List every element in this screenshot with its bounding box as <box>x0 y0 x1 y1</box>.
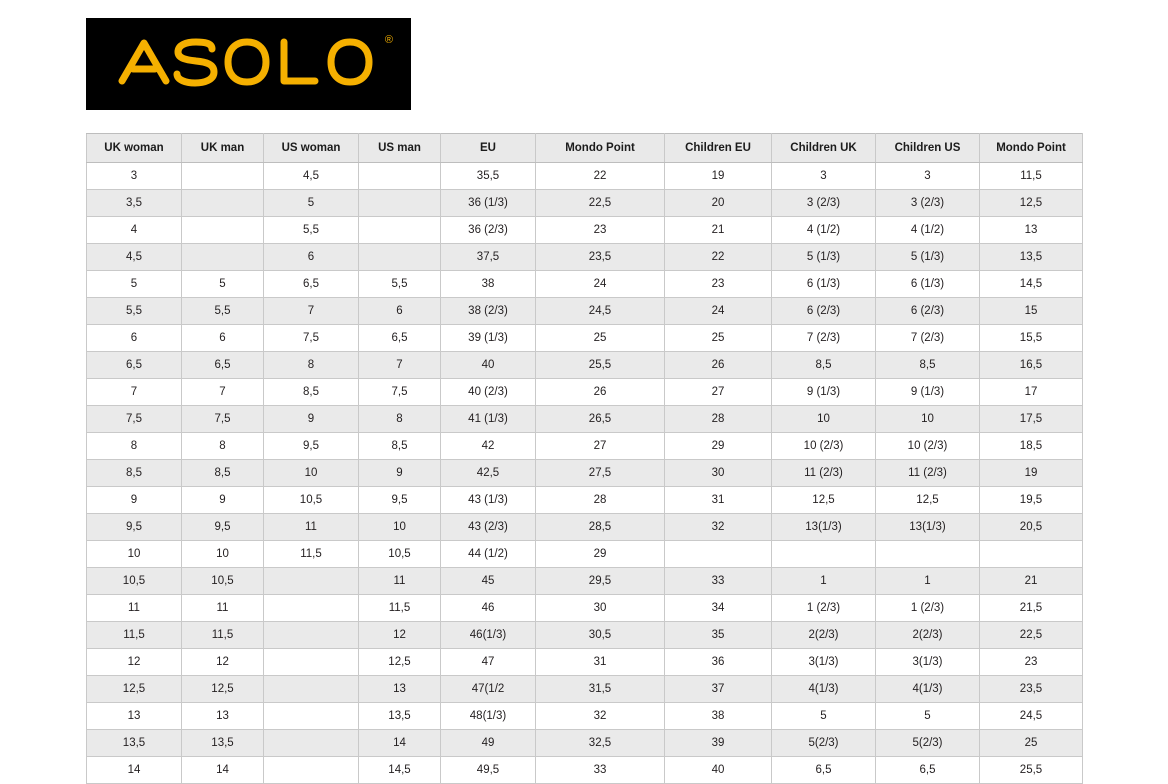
table-cell: 22,5 <box>536 190 665 217</box>
table-cell: 10 <box>772 406 876 433</box>
table-cell: 23 <box>980 649 1083 676</box>
table-cell: 49,5 <box>441 757 536 784</box>
table-cell: 11 <box>359 568 441 595</box>
table-cell: 28 <box>536 487 665 514</box>
table-cell: 14 <box>87 757 182 784</box>
table-cell: 13 <box>87 703 182 730</box>
table-row <box>87 271 1083 298</box>
table-row <box>87 649 1083 676</box>
table-cell: 2(2/3) <box>772 622 876 649</box>
table-cell: 9 <box>182 487 264 514</box>
table-cell: 3 <box>876 163 980 190</box>
table-cell: 37 <box>665 676 772 703</box>
size-conversion-table-container <box>86 133 1082 784</box>
table-cell: 25 <box>980 730 1083 757</box>
table-cell: 30 <box>536 595 665 622</box>
table-cell: 4 <box>87 217 182 244</box>
table-cell: 8,5 <box>772 352 876 379</box>
table-cell: 49 <box>441 730 536 757</box>
table-cell: 30 <box>665 460 772 487</box>
table-cell <box>876 541 980 568</box>
table-cell: 5(2/3) <box>772 730 876 757</box>
table-cell <box>182 244 264 271</box>
table-cell: 13,5 <box>87 730 182 757</box>
table-cell: 7 (2/3) <box>876 325 980 352</box>
table-cell: 29 <box>665 433 772 460</box>
table-cell: 45 <box>441 568 536 595</box>
table-row <box>87 676 1083 703</box>
table-cell: 30,5 <box>536 622 665 649</box>
table-cell <box>264 568 359 595</box>
table-row <box>87 703 1083 730</box>
table-cell: 8 <box>359 406 441 433</box>
table-cell: 32 <box>665 514 772 541</box>
table-cell: 10,5 <box>182 568 264 595</box>
table-row <box>87 622 1083 649</box>
table-cell <box>359 244 441 271</box>
table-cell <box>772 541 876 568</box>
table-cell <box>359 190 441 217</box>
table-cell: 40 <box>441 352 536 379</box>
table-cell: 14 <box>182 757 264 784</box>
table-cell: 10 (2/3) <box>772 433 876 460</box>
table-cell: 3 (2/3) <box>772 190 876 217</box>
table-cell: 5 <box>876 703 980 730</box>
table-cell <box>359 163 441 190</box>
table-cell <box>264 757 359 784</box>
table-row <box>87 487 1083 514</box>
table-cell: 11 (2/3) <box>876 460 980 487</box>
table-cell: 5 <box>87 271 182 298</box>
table-cell: 6,5 <box>876 757 980 784</box>
table-cell: 13 <box>359 676 441 703</box>
table-cell: 1 (2/3) <box>876 595 980 622</box>
table-cell: 11,5 <box>359 595 441 622</box>
table-cell: 10 (2/3) <box>876 433 980 460</box>
table-cell: 21 <box>980 568 1083 595</box>
table-cell: 28,5 <box>536 514 665 541</box>
table-cell: 3(1/3) <box>876 649 980 676</box>
table-cell: 25,5 <box>980 757 1083 784</box>
table-cell: 7 <box>182 379 264 406</box>
table-cell: 23,5 <box>536 244 665 271</box>
table-cell: 12 <box>87 649 182 676</box>
table-cell: 24 <box>536 271 665 298</box>
table-cell <box>264 676 359 703</box>
table-cell: 31,5 <box>536 676 665 703</box>
table-cell: 8 <box>87 433 182 460</box>
asolo-wordmark <box>116 31 393 98</box>
table-cell: 38 (2/3) <box>441 298 536 325</box>
table-cell: 9,5 <box>264 433 359 460</box>
column-header-eu: EU <box>441 134 536 163</box>
table-cell: 5,5 <box>182 298 264 325</box>
table-row <box>87 217 1083 244</box>
table-cell: 31 <box>665 487 772 514</box>
table-cell: 39 (1/3) <box>441 325 536 352</box>
table-cell <box>182 163 264 190</box>
table-cell: 13,5 <box>182 730 264 757</box>
table-body <box>87 163 1083 784</box>
table-row <box>87 460 1083 487</box>
table-cell: 48(1/3) <box>441 703 536 730</box>
table-cell: 22 <box>536 163 665 190</box>
table-cell: 9,5 <box>359 487 441 514</box>
table-cell <box>665 541 772 568</box>
table-cell: 6,5 <box>359 325 441 352</box>
table-cell: 33 <box>665 568 772 595</box>
table-cell: 19 <box>665 163 772 190</box>
table-cell: 7 (2/3) <box>772 325 876 352</box>
table-row <box>87 595 1083 622</box>
table-cell: 27 <box>665 379 772 406</box>
table-cell: 39 <box>665 730 772 757</box>
table-cell: 26 <box>665 352 772 379</box>
table-cell: 6 (1/3) <box>772 271 876 298</box>
table-cell: 9 (1/3) <box>772 379 876 406</box>
table-cell: 14 <box>359 730 441 757</box>
table-cell: 7,5 <box>264 325 359 352</box>
table-row <box>87 298 1083 325</box>
table-cell: 4,5 <box>264 163 359 190</box>
table-cell: 36 (1/3) <box>441 190 536 217</box>
table-cell: 1 <box>772 568 876 595</box>
size-conversion-table <box>86 133 1083 784</box>
table-cell: 40 <box>665 757 772 784</box>
table-cell: 8,5 <box>182 460 264 487</box>
table-cell: 10 <box>182 541 264 568</box>
table-cell: 16,5 <box>980 352 1083 379</box>
table-cell: 9 <box>264 406 359 433</box>
table-cell: 37,5 <box>441 244 536 271</box>
table-cell: 22,5 <box>980 622 1083 649</box>
table-row <box>87 325 1083 352</box>
table-cell: 46(1/3) <box>441 622 536 649</box>
table-cell: 25 <box>536 325 665 352</box>
table-cell: 6,5 <box>182 352 264 379</box>
table-row <box>87 730 1083 757</box>
table-cell: 42 <box>441 433 536 460</box>
table-cell: 26 <box>536 379 665 406</box>
table-cell: 36 (2/3) <box>441 217 536 244</box>
column-header-children-mondo-point: Mondo Point <box>980 134 1083 163</box>
table-cell: 1 <box>876 568 980 595</box>
table-cell: 47(1/2 <box>441 676 536 703</box>
registered-mark: ® <box>384 33 393 46</box>
column-header-mondo-point: Mondo Point <box>536 134 665 163</box>
table-cell: 5 (1/3) <box>772 244 876 271</box>
table-cell: 12,5 <box>87 676 182 703</box>
table-cell: 6 <box>264 244 359 271</box>
table-cell: 11 <box>87 595 182 622</box>
table-cell: 11 (2/3) <box>772 460 876 487</box>
table-cell: 29 <box>536 541 665 568</box>
table-cell: 35,5 <box>441 163 536 190</box>
table-cell: 14,5 <box>359 757 441 784</box>
table-cell: 13 <box>980 217 1083 244</box>
table-cell: 6 <box>182 325 264 352</box>
table-cell: 5(2/3) <box>876 730 980 757</box>
table-cell: 29,5 <box>536 568 665 595</box>
table-cell: 4,5 <box>87 244 182 271</box>
table-cell: 46 <box>441 595 536 622</box>
column-header-us-woman: US woman <box>264 134 359 163</box>
table-cell: 3(1/3) <box>772 649 876 676</box>
table-row <box>87 352 1083 379</box>
table-cell: 3 <box>772 163 876 190</box>
table-cell: 17 <box>980 379 1083 406</box>
table-cell: 6,5 <box>264 271 359 298</box>
table-cell <box>264 649 359 676</box>
table-cell: 8,5 <box>359 433 441 460</box>
table-cell: 27,5 <box>536 460 665 487</box>
table-cell: 11 <box>182 595 264 622</box>
table-cell: 42,5 <box>441 460 536 487</box>
table-cell: 5 (1/3) <box>876 244 980 271</box>
table-cell: 7 <box>87 379 182 406</box>
table-cell: 44 (1/2) <box>441 541 536 568</box>
table-cell: 12,5 <box>772 487 876 514</box>
table-cell: 23 <box>665 271 772 298</box>
table-cell: 23 <box>536 217 665 244</box>
table-cell: 10 <box>359 514 441 541</box>
table-cell: 10,5 <box>359 541 441 568</box>
table-cell: 10,5 <box>87 568 182 595</box>
table-cell: 1 (2/3) <box>772 595 876 622</box>
table-cell: 7 <box>359 352 441 379</box>
table-cell: 25,5 <box>536 352 665 379</box>
table-cell: 3,5 <box>87 190 182 217</box>
table-cell: 15 <box>980 298 1083 325</box>
table-cell <box>264 730 359 757</box>
table-cell: 13(1/3) <box>772 514 876 541</box>
table-cell: 12,5 <box>359 649 441 676</box>
table-cell: 12 <box>182 649 264 676</box>
table-cell: 5,5 <box>359 271 441 298</box>
table-cell: 24 <box>665 298 772 325</box>
table-cell: 27 <box>536 433 665 460</box>
table-cell <box>359 217 441 244</box>
table-row <box>87 406 1083 433</box>
column-header-children-eu: Children EU <box>665 134 772 163</box>
table-cell: 19 <box>980 460 1083 487</box>
table-row <box>87 514 1083 541</box>
table-cell: 36 <box>665 649 772 676</box>
table-cell: 8 <box>264 352 359 379</box>
table-cell: 7,5 <box>182 406 264 433</box>
table-cell: 8,5 <box>264 379 359 406</box>
table-cell: 21 <box>665 217 772 244</box>
table-cell <box>980 541 1083 568</box>
table-cell: 12 <box>359 622 441 649</box>
table-cell: 47 <box>441 649 536 676</box>
table-cell: 23,5 <box>980 676 1083 703</box>
table-cell: 9,5 <box>182 514 264 541</box>
table-cell: 22 <box>665 244 772 271</box>
table-row <box>87 379 1083 406</box>
table-cell: 15,5 <box>980 325 1083 352</box>
table-cell: 9 (1/3) <box>876 379 980 406</box>
table-cell: 35 <box>665 622 772 649</box>
table-cell: 13,5 <box>359 703 441 730</box>
table-cell <box>264 595 359 622</box>
table-header-row <box>87 134 1083 163</box>
table-row <box>87 163 1083 190</box>
table-cell: 11,5 <box>980 163 1083 190</box>
table-cell: 20,5 <box>980 514 1083 541</box>
table-cell: 12,5 <box>980 190 1083 217</box>
table-cell: 32 <box>536 703 665 730</box>
table-cell: 11 <box>264 514 359 541</box>
table-cell: 5 <box>264 190 359 217</box>
table-row <box>87 433 1083 460</box>
table-cell: 13,5 <box>980 244 1083 271</box>
table-cell: 10 <box>876 406 980 433</box>
table-cell: 33 <box>536 757 665 784</box>
table-cell: 40 (2/3) <box>441 379 536 406</box>
table-cell: 11,5 <box>182 622 264 649</box>
table-cell: 38 <box>665 703 772 730</box>
column-header-children-us: Children US <box>876 134 980 163</box>
table-cell: 20 <box>665 190 772 217</box>
table-cell: 32,5 <box>536 730 665 757</box>
table-cell: 11,5 <box>264 541 359 568</box>
table-cell: 12,5 <box>876 487 980 514</box>
table-cell: 31 <box>536 649 665 676</box>
table-header <box>87 134 1083 163</box>
table-row <box>87 190 1083 217</box>
table-cell: 43 (2/3) <box>441 514 536 541</box>
table-cell <box>264 703 359 730</box>
table-cell: 19,5 <box>980 487 1083 514</box>
table-row <box>87 244 1083 271</box>
table-cell: 38 <box>441 271 536 298</box>
table-cell: 6,5 <box>772 757 876 784</box>
table-cell: 8 <box>182 433 264 460</box>
column-header-uk-woman: UK woman <box>87 134 182 163</box>
table-cell: 7,5 <box>87 406 182 433</box>
asolo-logotype-icon <box>116 31 381 93</box>
table-cell: 6,5 <box>87 352 182 379</box>
table-cell: 6 (2/3) <box>772 298 876 325</box>
table-cell: 21,5 <box>980 595 1083 622</box>
table-cell: 41 (1/3) <box>441 406 536 433</box>
table-cell: 4 (1/2) <box>772 217 876 244</box>
column-header-children-uk: Children UK <box>772 134 876 163</box>
table-cell: 4(1/3) <box>876 676 980 703</box>
column-header-uk-man: UK man <box>182 134 264 163</box>
table-cell: 5,5 <box>264 217 359 244</box>
table-row <box>87 757 1083 784</box>
table-cell <box>264 622 359 649</box>
table-cell: 3 <box>87 163 182 190</box>
table-cell: 26,5 <box>536 406 665 433</box>
table-cell: 8,5 <box>87 460 182 487</box>
table-cell: 9 <box>359 460 441 487</box>
table-cell: 9 <box>87 487 182 514</box>
table-cell: 24,5 <box>980 703 1083 730</box>
table-cell: 5,5 <box>87 298 182 325</box>
table-cell <box>182 217 264 244</box>
column-header-us-man: US man <box>359 134 441 163</box>
table-cell: 3 (2/3) <box>876 190 980 217</box>
table-cell: 13(1/3) <box>876 514 980 541</box>
table-cell: 10 <box>264 460 359 487</box>
table-cell: 10 <box>87 541 182 568</box>
table-cell: 6 <box>359 298 441 325</box>
table-cell: 4(1/3) <box>772 676 876 703</box>
table-cell: 24,5 <box>536 298 665 325</box>
table-cell: 18,5 <box>980 433 1083 460</box>
asolo-logo <box>86 18 411 110</box>
table-cell: 34 <box>665 595 772 622</box>
table-cell: 25 <box>665 325 772 352</box>
table-cell: 6 (2/3) <box>876 298 980 325</box>
table-row <box>87 541 1083 568</box>
table-row <box>87 568 1083 595</box>
table-cell: 6 (1/3) <box>876 271 980 298</box>
table-cell: 6 <box>87 325 182 352</box>
table-cell: 5 <box>182 271 264 298</box>
table-cell: 13 <box>182 703 264 730</box>
table-cell: 10,5 <box>264 487 359 514</box>
table-cell: 28 <box>665 406 772 433</box>
table-cell <box>182 190 264 217</box>
table-cell: 12,5 <box>182 676 264 703</box>
table-cell: 5 <box>772 703 876 730</box>
table-cell: 43 (1/3) <box>441 487 536 514</box>
table-cell: 14,5 <box>980 271 1083 298</box>
table-cell: 9,5 <box>87 514 182 541</box>
table-cell: 8,5 <box>876 352 980 379</box>
table-cell: 7 <box>264 298 359 325</box>
table-cell: 17,5 <box>980 406 1083 433</box>
table-cell: 7,5 <box>359 379 441 406</box>
table-cell: 4 (1/2) <box>876 217 980 244</box>
table-cell: 11,5 <box>87 622 182 649</box>
table-cell: 2(2/3) <box>876 622 980 649</box>
